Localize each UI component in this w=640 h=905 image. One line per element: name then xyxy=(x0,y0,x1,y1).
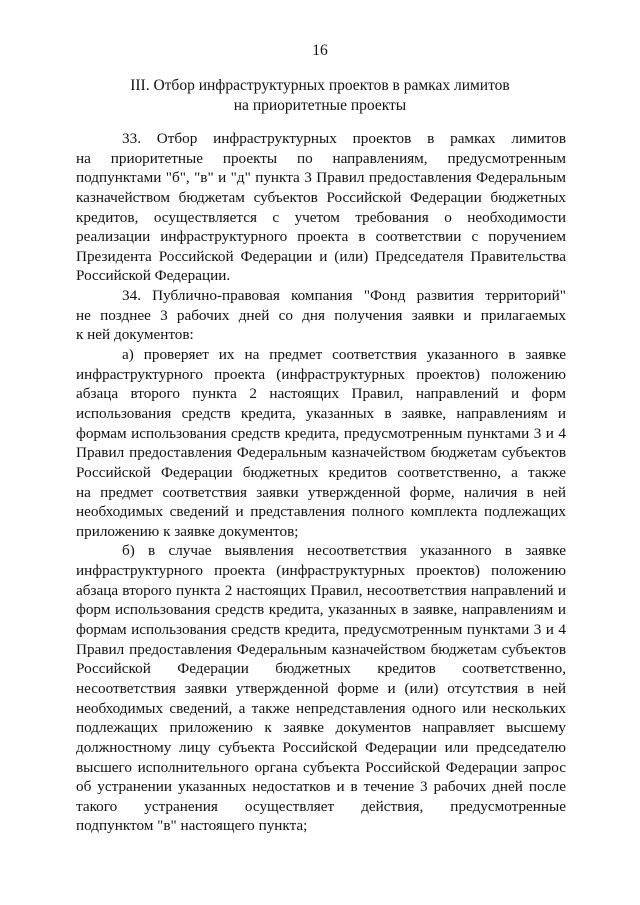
paragraph-line: об устранении указанных недостатков и в течение 3 рабочих дней после xyxy=(76,778,566,796)
paragraph-line: высшего исполнительного органа субъекта Российской Федерации запрос xyxy=(76,758,566,776)
paragraph-line: формам использования средств кредита, предусмотренным пунктами 3 и 4 xyxy=(76,424,566,442)
section-title xyxy=(0,76,640,115)
paragraph-line: абзаца второго пункта 2 настоящих Правил, несоответствия направлений и xyxy=(76,581,566,599)
paragraph-line: 33. Отбор инфраструктурных проектов в рамках лимитов xyxy=(122,130,566,147)
paragraph-line: Правил предоставления Федеральным казначейством бюджетам субъектов xyxy=(76,640,566,658)
paragraph-line: 34. Публично-правовая компания "Фонд развития территорий" xyxy=(122,287,566,305)
paragraph-line: использования средств кредита, указанных в заявке, направлениям и xyxy=(76,404,566,422)
paragraph-line: абзаца второго пункта 2 настоящих Правил, направлений и форм xyxy=(76,385,566,403)
paragraph-line: Российской Федерации бюджетных кредитов соответственно, xyxy=(76,660,566,678)
paragraph-line: необходимых сведений и представления полного комплекта подлежащих xyxy=(76,503,566,521)
paragraph-line: на предмет соответствия заявки утвержденной форме, наличия в ней xyxy=(76,483,566,501)
paragraph-line: к ней документов: xyxy=(76,326,194,344)
paragraph-line: реализации инфраструктурного проекта в соответствии с поручением xyxy=(76,228,566,246)
paragraph-line: Российской Федерации бюджетных кредитов соответственно, а также xyxy=(76,463,566,481)
paragraph-line: а) проверяет их на предмет соответствия указанного в заявке xyxy=(122,346,566,364)
paragraph-line: инфраструктурного проекта (инфраструктурных проектов) положению xyxy=(76,365,566,383)
paragraph-line: подпунктами "б", "в" и "д" пункта 3 Правил предоставления Федеральным xyxy=(76,169,566,187)
paragraph-line: кредитов, осуществляется с учетом требования о необходимости xyxy=(76,208,566,226)
paragraph-line: инфраструктурного проекта (инфраструктурных проектов) положению xyxy=(76,562,566,580)
paragraph-line: формам использования средств кредита, предусмотренным пунктами 3 и 4 xyxy=(76,621,566,639)
paragraph-line: подпунктом "в" настоящего пункта; xyxy=(76,817,308,835)
paragraph-line: такого устранения осуществляет действия, предусмотренные xyxy=(76,797,566,815)
page-number: 16 xyxy=(312,42,328,59)
paragraph-line: должностному лицу субъекта Российской Федерации или председателю xyxy=(76,738,566,756)
document-body xyxy=(76,129,566,836)
paragraph-line: подлежащих приложению к заявке документов направляет высшему xyxy=(76,719,566,737)
paragraph xyxy=(76,129,566,286)
paragraph-line: Российской Федерации. xyxy=(76,267,231,285)
paragraph-line: форм использования средств кредита, указанных в заявке, направлениям и xyxy=(76,601,566,619)
section-title-line: III. Отбор инфраструктурных проектов в рамках лимитов xyxy=(130,77,510,94)
paragraph-line: приложению к заявке документов; xyxy=(76,522,299,540)
paragraph-line: не позднее 3 рабочих дней со дня получения заявки и прилагаемых xyxy=(76,306,566,324)
paragraph xyxy=(76,286,566,345)
paragraph-line: Правил предоставления Федеральным казначейством бюджетам субъектов xyxy=(76,444,566,462)
paragraph xyxy=(76,541,566,836)
paragraph-line: б) в случае выявления несоответствия указанного в заявке xyxy=(122,542,566,560)
section-title-line: на приоритетные проекты xyxy=(233,96,407,114)
paragraph-line: казначейством бюджетам субъектов Российской Федерации бюджетных xyxy=(76,188,566,206)
paragraph-line: несоответствия заявки утвержденной форме и (или) отсутствия в ней xyxy=(76,679,566,697)
paragraph-line: на приоритетные проекты по направлениям, предусмотренным xyxy=(76,149,566,167)
paragraph-line: необходимых сведений, а также непредставления одного или нескольких xyxy=(76,699,566,717)
paragraph xyxy=(76,345,566,541)
paragraph-line: Президента Российской Федерации и (или) Председателя Правительства xyxy=(76,247,566,265)
